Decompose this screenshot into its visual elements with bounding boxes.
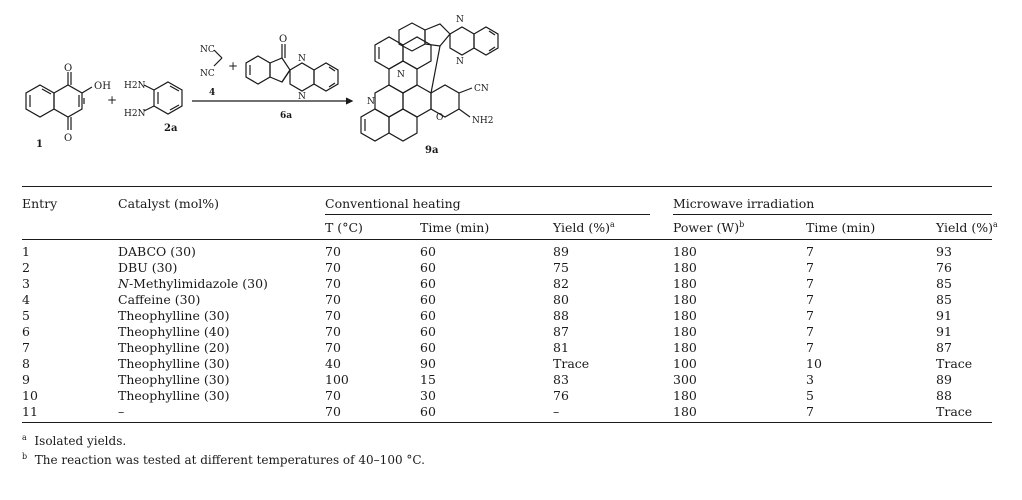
header-conventional-heating: Conventional heating <box>325 196 461 211</box>
cell-power: 180 <box>673 244 697 259</box>
cell-catalyst: Theophylline (20) <box>118 340 230 355</box>
header-time-microwave: Time (min) <box>806 220 876 235</box>
cell-yield-conventional: 75 <box>553 260 569 275</box>
cell-time-microwave: 7 <box>806 292 814 307</box>
cell-catalyst: Theophylline (30) <box>118 308 230 323</box>
cell-time-microwave: 7 <box>806 340 814 355</box>
cell-yield-microwave: 93 <box>936 244 952 259</box>
cell-entry: 8 <box>22 356 30 371</box>
cell-yield-conventional: 76 <box>553 388 569 403</box>
cell-yield-microwave: 89 <box>936 372 952 387</box>
conventional-group-rule <box>325 214 650 215</box>
cell-time-microwave: 7 <box>806 404 814 419</box>
cell-catalyst: DBU (30) <box>118 260 178 275</box>
cell-entry: 6 <box>22 324 30 339</box>
label-nc-top: NC <box>200 45 215 55</box>
cell-temperature: 100 <box>325 372 349 387</box>
cell-yield-microwave: Trace <box>936 356 973 371</box>
cell-entry: 11 <box>22 404 38 419</box>
cell-yield-microwave: 91 <box>936 324 952 339</box>
label-h2n-top: H2N <box>124 81 146 91</box>
cell-yield-microwave: 85 <box>936 292 952 307</box>
cell-yield-conventional: 88 <box>553 308 569 323</box>
cell-power: 180 <box>673 308 697 323</box>
cell-entry: 5 <box>22 308 30 323</box>
compound-2a-structure <box>144 82 182 114</box>
cell-time-conventional: 60 <box>420 260 436 275</box>
cell-catalyst: Caffeine (30) <box>118 292 201 307</box>
label-o-top: O <box>64 63 73 74</box>
cell-time-conventional: 30 <box>420 388 436 403</box>
cell-temperature: 70 <box>325 244 341 259</box>
compound-4-structure <box>214 50 222 66</box>
cell-yield-conventional: Trace <box>553 356 590 371</box>
cell-catalyst: Theophylline (30) <box>118 372 230 387</box>
cell-power: 180 <box>673 388 697 403</box>
cell-entry: 9 <box>22 372 30 387</box>
compound-label-9a: 9a <box>425 145 439 156</box>
cell-yield-conventional: 80 <box>553 292 569 307</box>
cell-catalyst: Theophylline (30) <box>118 388 230 403</box>
cell-temperature: 70 <box>325 324 341 339</box>
cell-time-conventional: 15 <box>420 372 436 387</box>
compound-label-1: 1 <box>36 139 43 150</box>
cell-catalyst: Theophylline (30) <box>118 356 230 371</box>
cell-power: 180 <box>673 260 697 275</box>
cell-entry: 1 <box>22 244 30 259</box>
cell-time-conventional: 60 <box>420 404 436 419</box>
compound-label-6a: 6a <box>280 111 293 121</box>
cell-time-microwave: 7 <box>806 244 814 259</box>
label-6a-o: O <box>279 34 288 45</box>
table-top-rule <box>22 186 992 187</box>
cell-time-microwave: 7 <box>806 276 814 291</box>
reaction-scheme <box>0 0 1022 178</box>
cell-temperature: 70 <box>325 276 341 291</box>
cell-entry: 10 <box>22 388 38 403</box>
header-yield-conventional: Yield (%)$^a$ <box>553 219 615 235</box>
header-time-conventional: Time (min) <box>420 220 490 235</box>
reaction-scheme-drawing <box>0 0 1022 178</box>
cell-yield-microwave: 91 <box>936 308 952 323</box>
label-9a-nh2: NH2 <box>472 116 494 126</box>
cell-time-microwave: 5 <box>806 388 814 403</box>
cell-entry: 2 <box>22 260 30 275</box>
cell-temperature: 70 <box>325 260 341 275</box>
label-nc-bottom: NC <box>200 69 215 79</box>
cell-time-conventional: 60 <box>420 276 436 291</box>
cell-temperature: 70 <box>325 388 341 403</box>
compound-6a-structure <box>246 44 338 91</box>
footnote-a: $^a$ Isolated yields. <box>22 433 127 448</box>
footnote-b: $^b$ The reaction was tested at different temperatures of 40–100 °C. <box>22 452 425 467</box>
cell-time-microwave: 3 <box>806 372 814 387</box>
label-9a-n1: N <box>367 97 375 107</box>
compound-1-structure <box>26 72 92 130</box>
header-entry: Entry <box>22 196 58 211</box>
cell-time-conventional: 90 <box>420 356 436 371</box>
header-catalyst: Catalyst (mol%) <box>118 196 219 211</box>
cell-time-microwave: 7 <box>806 308 814 323</box>
cell-time-microwave: 7 <box>806 324 814 339</box>
cell-temperature: 40 <box>325 356 341 371</box>
label-9a-n4: N <box>456 57 464 67</box>
plus-sign: + <box>107 93 118 107</box>
cell-yield-conventional: 87 <box>553 324 569 339</box>
cell-power: 180 <box>673 404 697 419</box>
cell-yield-conventional: 83 <box>553 372 569 387</box>
cell-temperature: 70 <box>325 404 341 419</box>
cell-yield-microwave: 85 <box>936 276 952 291</box>
cell-yield-microwave: 76 <box>936 260 952 275</box>
cell-power: 180 <box>673 324 697 339</box>
cell-time-conventional: 60 <box>420 324 436 339</box>
cell-power: 300 <box>673 372 697 387</box>
cell-catalyst: N-Methylimidazole (30) <box>118 276 268 291</box>
cell-entry: 3 <box>22 276 30 291</box>
compound-label-2a: 2a <box>164 123 178 134</box>
header-bottom-rule <box>22 239 992 240</box>
header-temperature: T (°C) <box>325 220 363 235</box>
header-power: Power $(W)^b$ <box>673 219 745 235</box>
cell-time-conventional: 60 <box>420 340 436 355</box>
label-6a-n1: N <box>298 54 306 64</box>
cell-time-conventional: 60 <box>420 244 436 259</box>
header-yield-microwave: Yield (%)$^a$ <box>936 219 998 235</box>
cell-entry: 7 <box>22 340 30 355</box>
cell-yield-microwave: 88 <box>936 388 952 403</box>
cell-power: 180 <box>673 340 697 355</box>
cell-catalyst: Theophylline (40) <box>118 324 230 339</box>
microwave-group-rule <box>673 214 992 215</box>
cell-temperature: 70 <box>325 292 341 307</box>
cell-power: 180 <box>673 292 697 307</box>
cell-power: 100 <box>673 356 697 371</box>
label-h2n-bottom: H2N <box>124 109 146 119</box>
cell-yield-conventional: 89 <box>553 244 569 259</box>
compound-label-4: 4 <box>209 88 216 98</box>
label-6a-n2: N <box>298 92 306 102</box>
cell-catalyst: – <box>118 404 125 419</box>
cell-yield-microwave: 87 <box>936 340 952 355</box>
cell-time-microwave: 7 <box>806 260 814 275</box>
label-o-bottom: O <box>64 133 73 144</box>
cell-yield-microwave: Trace <box>936 404 973 419</box>
cell-entry: 4 <box>22 292 30 307</box>
label-9a-n2: N <box>397 70 405 80</box>
table-bottom-rule <box>22 422 992 423</box>
header-microwave-irradiation: Microwave irradiation <box>673 196 815 211</box>
label-9a-n3: N <box>456 15 464 25</box>
label-oh: OH <box>94 81 111 92</box>
cell-catalyst: DABCO (30) <box>118 244 196 259</box>
cell-yield-conventional: – <box>553 404 560 419</box>
label-9a-o: O <box>436 113 444 123</box>
cell-yield-conventional: 81 <box>553 340 569 355</box>
cell-time-conventional: 60 <box>420 308 436 323</box>
cell-time-microwave: 10 <box>806 356 822 371</box>
cell-temperature: 70 <box>325 308 341 323</box>
label-9a-cn: CN <box>474 84 489 94</box>
cell-power: 180 <box>673 276 697 291</box>
plus-sign-2: + <box>228 59 239 73</box>
cell-temperature: 70 <box>325 340 341 355</box>
cell-yield-conventional: 82 <box>553 276 569 291</box>
cell-time-conventional: 60 <box>420 292 436 307</box>
